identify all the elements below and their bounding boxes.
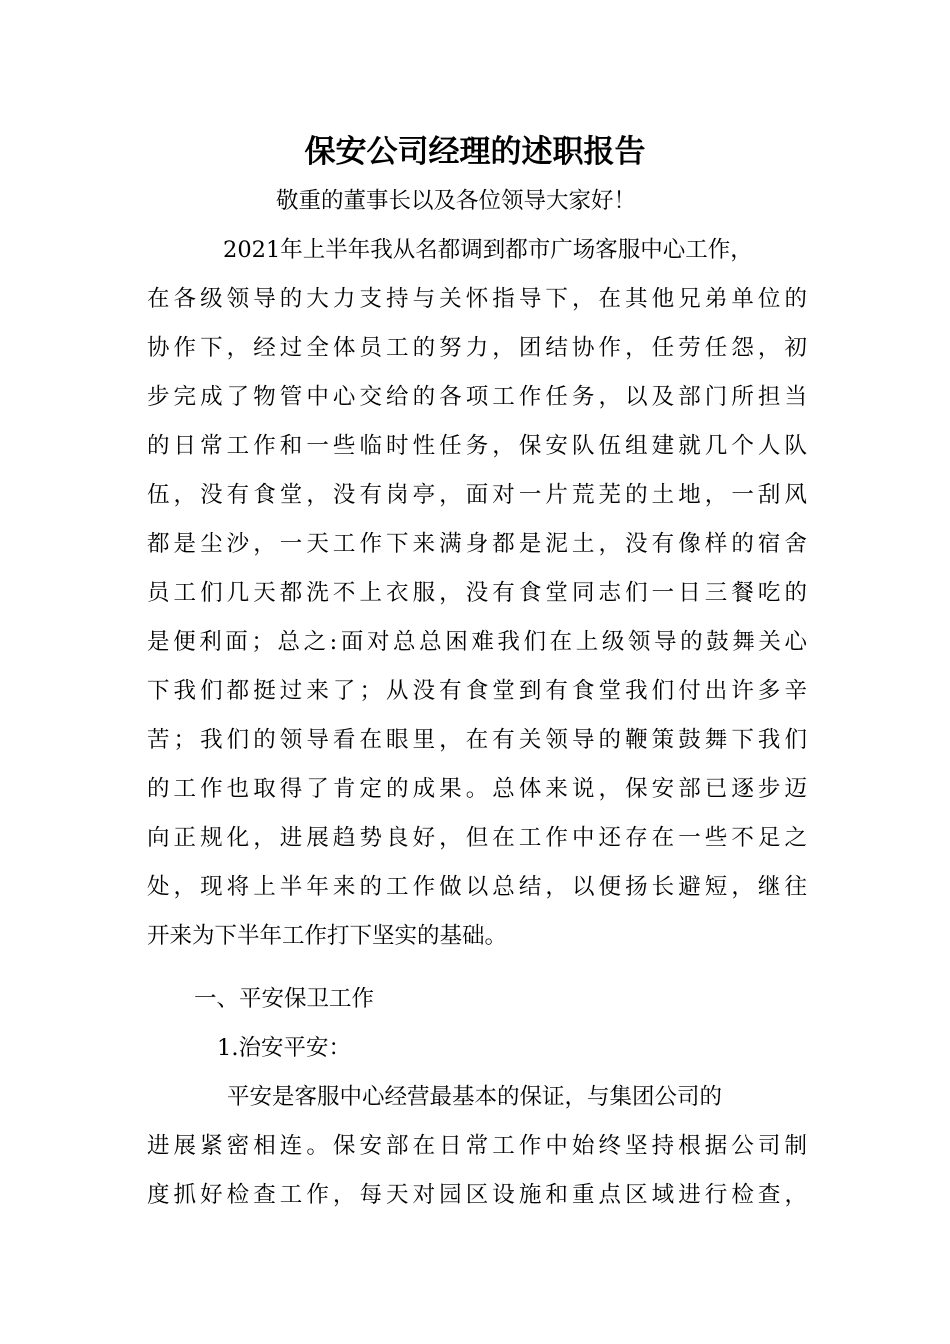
paragraph-line: 协作下，经过全体员工的努力，团结协作，任劳任怨，初 [147,335,807,361]
section-heading: 一、平安保卫工作 [194,986,375,1012]
paragraph-line: 平安是客服中心经营最基本的保证，与集团公司的 [227,1084,723,1110]
paragraph-line: 进展紧密相连。保安部在日常工作中始终坚持根据公司制 [147,1133,807,1159]
paragraph-line: 处，现将上半年来的工作做以总结，以便扬长避短，继往 [147,874,807,900]
paragraph-line: 员工们几天都洗不上衣服，没有食堂同志们一日三餐吃的 [147,580,807,606]
document-title: 保安公司经理的述职报告 [304,134,646,170]
paragraph-1 [147,226,807,961]
paragraph-line: 苦；我们的领导看在眼里，在有关领导的鞭策鼓舞下我们 [147,727,807,753]
paragraph-line: 伍，没有食堂，没有岗亭，面对一片荒芜的土地，一刮风 [147,482,807,508]
greeting-line: 敬重的董事长以及各位领导大家好！ [276,188,637,214]
paragraph-2 [147,1073,807,1220]
paragraph-line: 都是尘沙，一天工作下来满身都是泥土，没有像样的宿舍 [147,531,807,557]
paragraph-line: 的工作也取得了肯定的成果。总体来说，保安部已逐步迈 [147,776,807,802]
paragraph-line: 向正规化，进展趋势良好，但在工作中还存在一些不足之 [147,825,807,851]
paragraph-line: 下我们都挺过来了；从没有食堂到有食堂我们付出许多辛 [147,678,807,704]
paragraph-line: 2021年上半年我从名都调到都市广场客服中心工作， [223,237,753,263]
paragraph-line: 度抓好检查工作，每天对园区设施和重点区域进行检查， [147,1182,807,1208]
paragraph-line: 是便利面；总之:面对总总困难我们在上级领导的鼓舞关心 [147,629,807,655]
paragraph-line: 步完成了物管中心交给的各项工作任务，以及部门所担当 [147,384,807,410]
paragraph-line: 开来为下半年工作打下坚实的基础。 [147,923,508,949]
paragraph-line: 在各级领导的大力支持与关怀指导下，在其他兄弟单位的 [147,286,807,312]
paragraph-line: 的日常工作和一些临时性任务，保安队伍组建就几个人队 [147,433,807,459]
subsection-heading: 1.治安平安： [217,1035,351,1061]
